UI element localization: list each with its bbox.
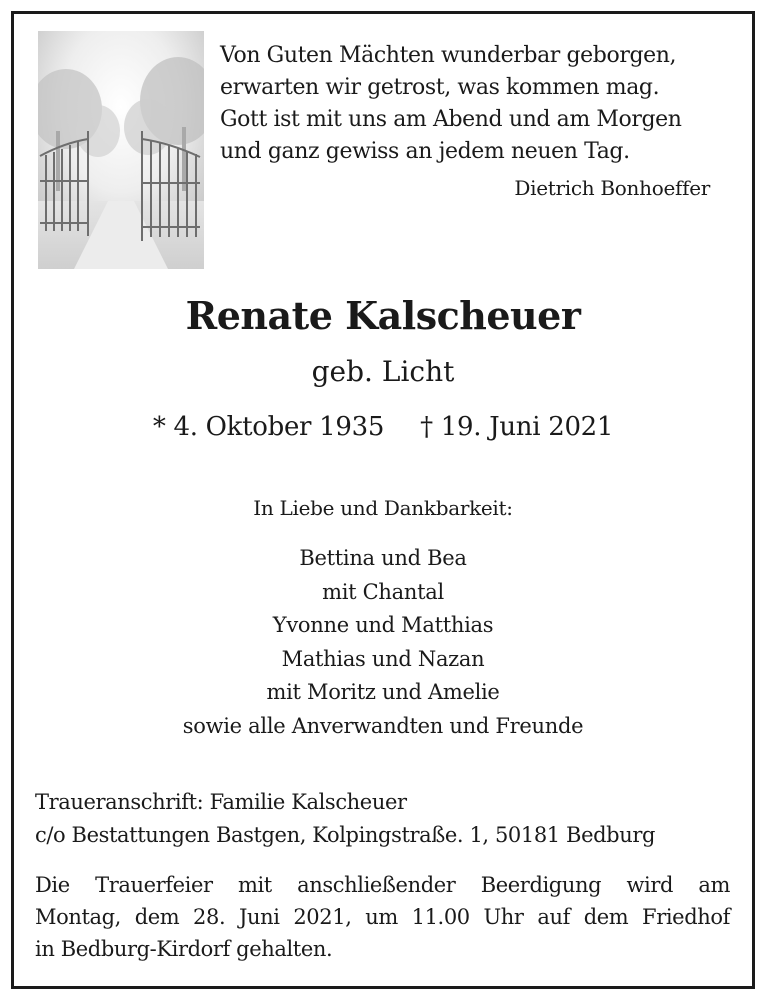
poem-verse [220,40,720,168]
poem-line: und ganz gewiss an jedem neuen Tag. [220,139,630,164]
mourner-line: Yvonne und Matthias [272,613,494,637]
poem-line: Von Guten Mächten wunderbar geborgen, [220,43,677,68]
poem-author: Dietrich Bonhoeffer [514,176,710,200]
address-line: Traueranschrift: Familie Kalscheuer [35,790,407,814]
address-line: c/o Bestattungen Bastgen, Kolpingstraße. 1, 50181 Bedburg [35,823,655,847]
service-line: Die Trauerfeier mit anschließender Beerdigung wird am [35,873,730,897]
poem-line: erwarten wir getrost, was kommen mag. [220,75,660,100]
mourner-line: sowie alle Anverwandten und Freunde [182,713,584,738]
mourner-line: Mathias und Nazan [281,646,485,671]
cemetery-gate-photo [38,31,204,269]
mourners-list [0,542,766,743]
service-line: Montag, dem 28. Juni 2021, um 11.00 Uhr auf dem Friedhof [35,905,730,929]
mourners-intro: In Liebe und Dankbarkeit: [253,496,513,520]
mourning-address [35,786,735,852]
service-line: in Bedburg-Kirdorf gehalten. [35,937,333,961]
mourner-line: Bettina und Bea [299,546,467,570]
mourner-line: mit Moritz und Amelie [266,680,500,704]
deceased-name: Renate Kalscheuer [185,293,581,338]
funeral-service-info [35,869,730,965]
poem-line: Gott ist mit uns am Abend und am Morgen [220,107,682,132]
mourner-line: mit Chantal [322,579,444,604]
birth-date: * 4. Oktober 1935 [152,412,385,442]
maiden-name: geb. Licht [311,355,455,388]
life-dates [0,405,766,449]
death-date: † 19. Juni 2021 [420,412,614,442]
